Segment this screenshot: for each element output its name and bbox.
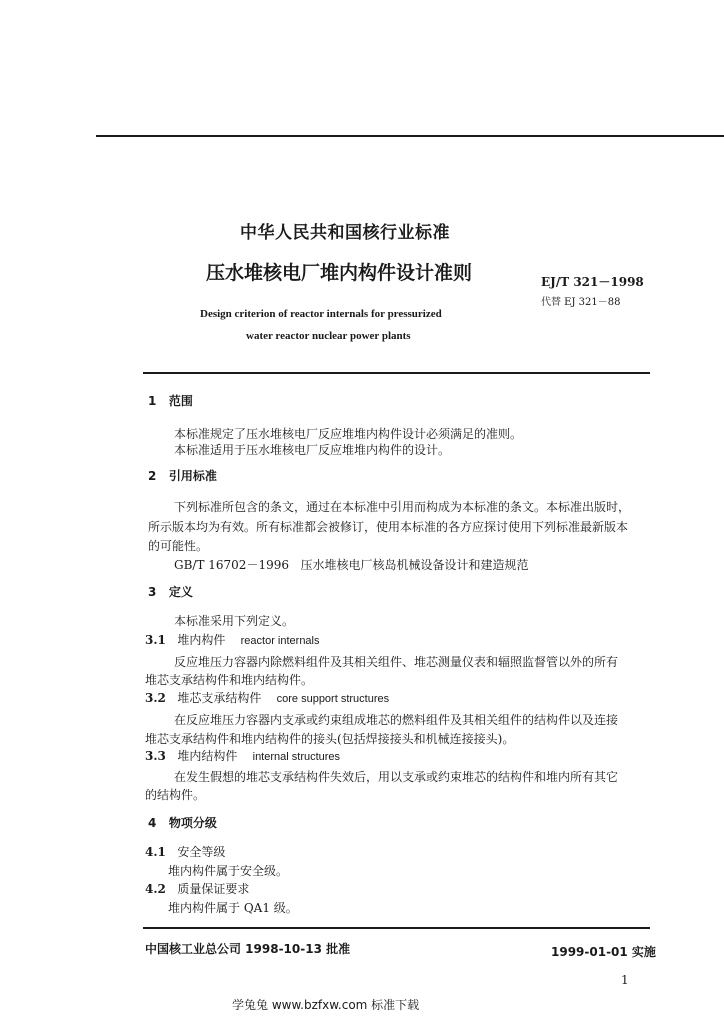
definition-number: 3.2: [145, 691, 166, 705]
replaces-note: 代替 EJ 321－88: [541, 297, 621, 308]
section-title: 物项分级: [168, 816, 217, 830]
section-number: 1: [148, 394, 157, 408]
section-number: 3: [148, 585, 157, 599]
section-3-intro: 本标准采用下列定义。: [174, 614, 295, 628]
section-2-text-line-1: 下列标准所包含的条文，通过在本标准中引用而构成为本标准的条文。本标准出版时，: [174, 500, 631, 514]
definition-term-en: core support structures: [276, 693, 390, 705]
section-4-heading: [148, 814, 217, 831]
section-title: 引用标准: [168, 469, 217, 483]
approval-note: 中国核工业总公司 1998-10-13 批准: [145, 942, 351, 956]
section-1-heading: [148, 392, 193, 409]
section-title: 定义: [168, 585, 193, 599]
clause-4-2-heading: [145, 880, 249, 897]
section-3-heading: [148, 583, 193, 600]
clause-4-1-heading: [145, 843, 225, 860]
section-1-paragraph-2: 本标准适用于压水堆核电厂反应堆堆内构件的设计。: [174, 443, 451, 457]
top-rule: [96, 135, 724, 137]
english-title-line-1: Design criterion of reactor internals for pressurized: [200, 308, 442, 320]
header-divider: [143, 372, 650, 374]
definition-term-en: reactor internals: [240, 635, 320, 647]
clause-number: 4.2: [145, 882, 166, 896]
definition-term-en: internal structures: [252, 751, 341, 763]
definition-number: 3.3: [145, 749, 166, 763]
reference-code: GB/T 16702－1996: [174, 558, 289, 572]
clause-4-1-text: 堆内构件属于安全级。: [168, 864, 289, 878]
definition-3-2-text-line-2: 堆芯支承结构件和堆内结构件的接头(包括焊接接头和机械连接接头)。: [145, 732, 515, 746]
document-title: 压水堆核电厂堆内构件设计准则: [206, 262, 473, 284]
normative-reference: [174, 556, 528, 573]
definition-3-3-text-line-2: 的结构件。: [145, 788, 206, 802]
section-2-heading: [148, 467, 217, 484]
section-2-text-line-2: 所示版本均为有效。所有标准都会被修订，使用本标准的各方应探讨使用下列标准最新版本: [148, 520, 629, 534]
section-2-text-line-3: 的可能性。: [148, 539, 209, 553]
definition-3-1-heading: [145, 631, 320, 648]
section-title: 范围: [168, 394, 193, 408]
clause-4-2-text: 堆内构件属于 QA1 级。: [168, 901, 298, 915]
definition-3-3-text-line-1: 在发生假想的堆芯支承结构件失效后，用以支承或约束堆芯的结构件和堆内所有其它: [174, 770, 619, 784]
definition-3-1-text-line-2: 堆芯支承结构件和堆内结构件。: [145, 673, 314, 687]
definition-term-zh: 堆内构件: [177, 633, 226, 647]
clause-number: 4.1: [145, 845, 166, 859]
footer-divider: [143, 927, 650, 929]
source-watermark: 学兔兔 www.bzfxw.com 标准下载: [232, 998, 420, 1012]
page-number: 1: [621, 973, 629, 987]
org-title: 中华人民共和国核行业标准: [240, 223, 450, 243]
clause-title: 质量保证要求: [177, 882, 250, 896]
definition-term-zh: 堆内结构件: [177, 749, 238, 763]
definition-number: 3.1: [145, 633, 166, 647]
reference-title: 压水堆核电厂核岛机械设备设计和建造规范: [300, 558, 529, 572]
standard-number: EJ/T 321－1998: [541, 275, 644, 289]
section-number: 4: [148, 816, 157, 830]
definition-3-3-heading: [145, 747, 340, 764]
definition-3-2-heading: [145, 689, 389, 706]
definition-term-zh: 堆芯支承结构件: [177, 691, 262, 705]
section-number: 2: [148, 469, 157, 483]
definition-3-2-text-line-1: 在反应堆压力容器内支承或约束组成堆芯的燃料组件及其相关组件的结构件以及连接: [174, 713, 619, 727]
effective-date: 1999-01-01 实施: [551, 945, 656, 959]
definition-3-1-text-line-1: 反应堆压力容器内除燃料组件及其相关组件、堆芯测量仪表和辐照监督管以外的所有: [174, 655, 619, 669]
english-title-line-2: water reactor nuclear power plants: [246, 330, 411, 342]
section-1-paragraph-1: 本标准规定了压水堆核电厂反应堆堆内构件设计必须满足的准则。: [174, 427, 523, 441]
clause-title: 安全等级: [177, 845, 226, 859]
